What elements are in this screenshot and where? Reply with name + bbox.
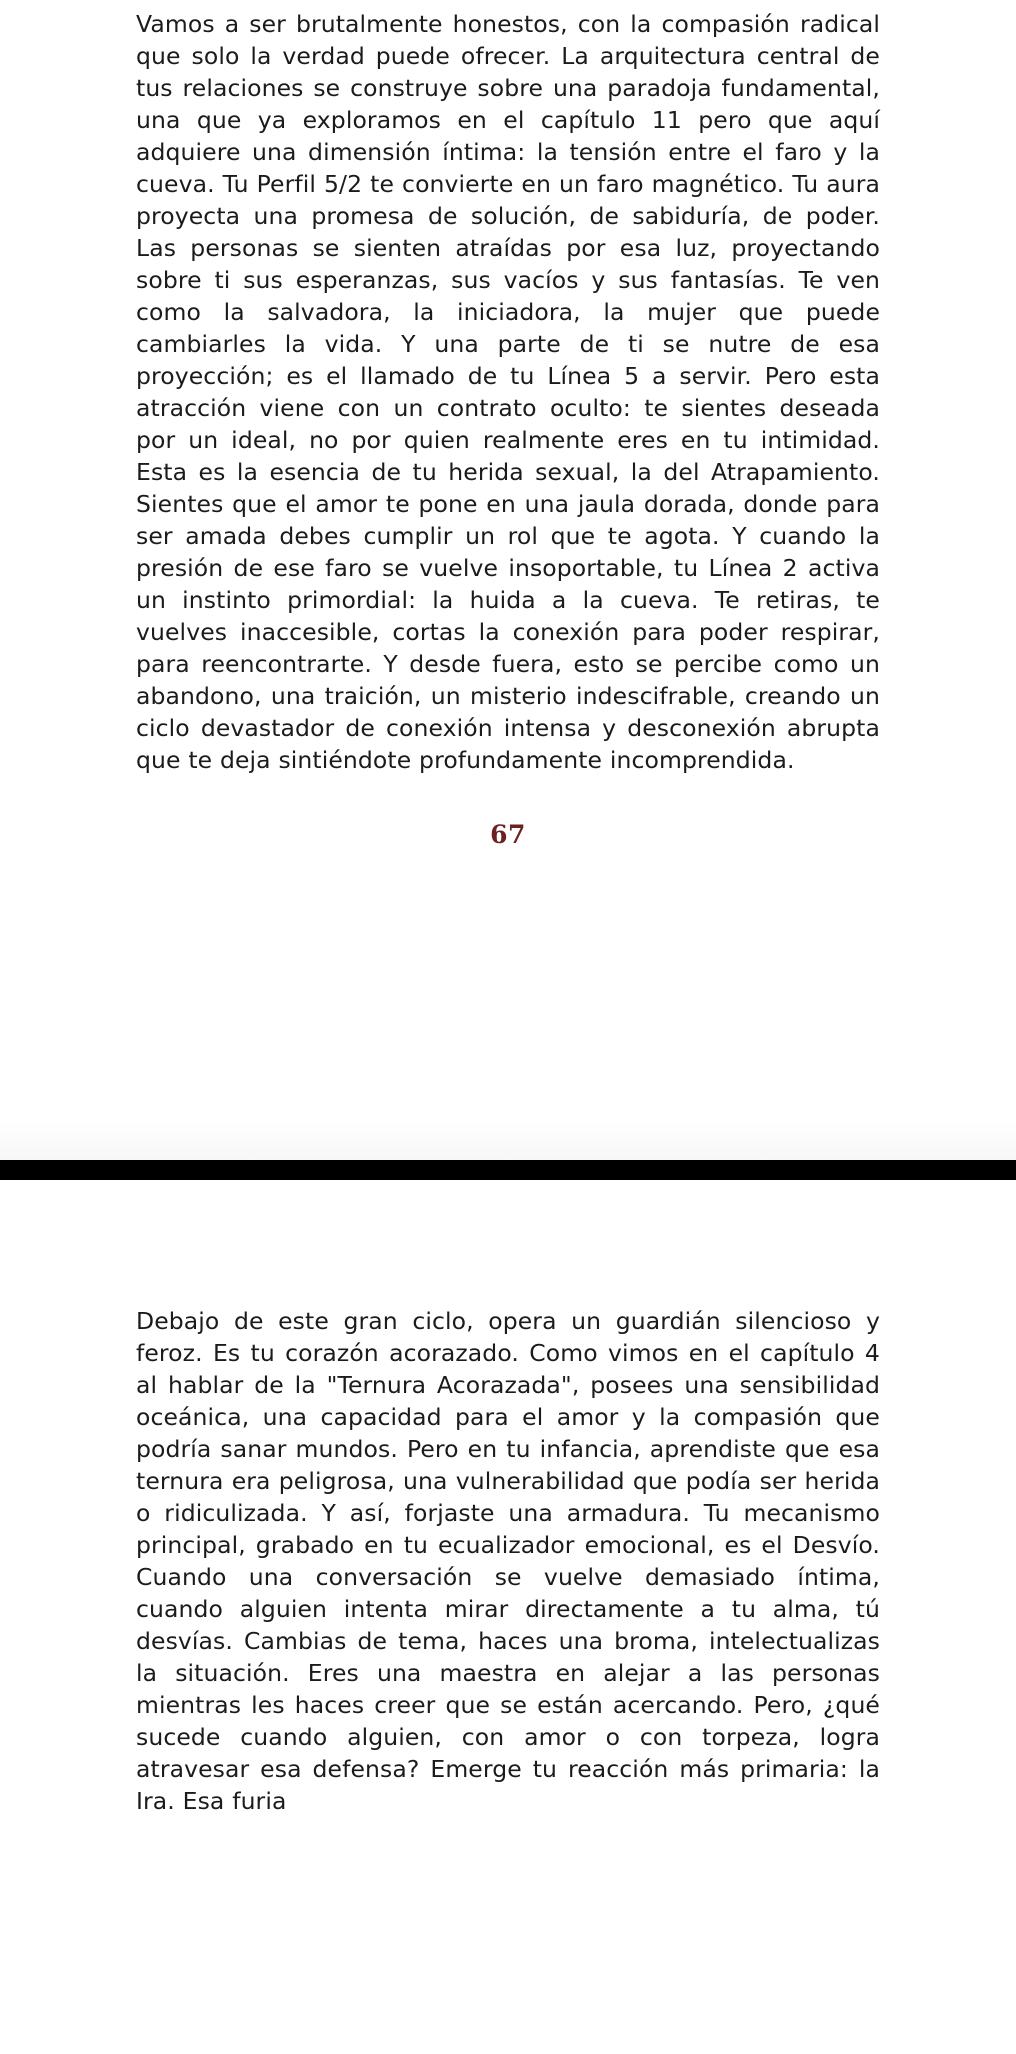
page-number-container: [136, 776, 880, 847]
page-separator-bar: [0, 1160, 1016, 1180]
body-paragraph-next: Debajo de este gran ciclo, opera un guardián silencioso y feroz. Es tu corazón acorazado. Como vimos en el capítulo 4 al hablar de la "Ternura Acorazada", posees una sensibilidad oceánica, una capacidad para el amor y la compasión que podría sanar mundos. Pero en tu infancia, aprendiste que esa ternura era peligrosa, una vulnerabilidad que podía ser herida o ridiculizada. Y así, forjaste una armadura. Tu mecanismo principal, grabado en tu ecualizador emocional, es el Desvío. Cuando una conversación se vuelve demasiado íntima, cuando alguien intenta mirar directamente a tu alma, tú desvías. Cambias de tema, haces una broma, intelectualizas la situación. Eres una maestra en alejar a las personas mientras les haces creer que se están acercando. Pero, ¿qué sucede cuando alguien, con amor o con torpeza, logra atravesar esa defensa? Emerge tu reacción más primaria: la Ira. Esa furia: [136, 1307, 880, 1815]
page-gap-below-divider: [0, 1180, 1016, 1305]
page-text-column-next: [136, 1305, 880, 1817]
page-number: 67: [490, 820, 526, 849]
page-gap-above-divider: [0, 1122, 1016, 1160]
document-page-68: [0, 1305, 1016, 2054]
page-text-column: [136, 0, 880, 776]
body-paragraph: Vamos a ser brutalmente honestos, con la compasión radical que solo la verdad puede ofrecer. La arquitectura central de tus relaciones se construye sobre una paradoja fundamental, una que ya exploramos en el capítulo 11 pero que aquí adquiere una dimensión íntima: la tensión entre el faro y la cueva. Tu Perfil 5/2 te convierte en un faro magnético. Tu aura proyecta una promesa de solución, de sabiduría, de poder. Las personas se sienten atraídas por esa luz, proyectando sobre ti sus esperanzas, sus vacíos y sus fantasías. Te ven como la salvadora, la iniciadora, la mujer que puede cambiarles la vida. Y una parte de ti se nutre de esa proyección; es el llamado de tu Línea 5 a servir. Pero esta atracción viene con un contrato oculto: te sientes deseada por un ideal, no por quien realmente eres en tu intimidad. Esta es la esencia de tu herida sexual, la del Atrapamiento. Sientes que el amor te pone en una jaula dorada, donde para ser amada debes cumplir un rol que te agota. Y cuando la presión de ese faro se vuelve insoportable, tu Línea 2 activa un instinto primordial: la huida a la cueva. Te retiras, te vuelves inaccesible, cortas la conexión para poder respirar, para reencontrarte. Y desde fuera, esto se percibe como un abandono, una traición, un misterio indescifrable, creando un ciclo devastador de conexión intensa y desconexión abrupta que te deja sintiéndote profundamente incomprendida.: [136, 10, 880, 774]
